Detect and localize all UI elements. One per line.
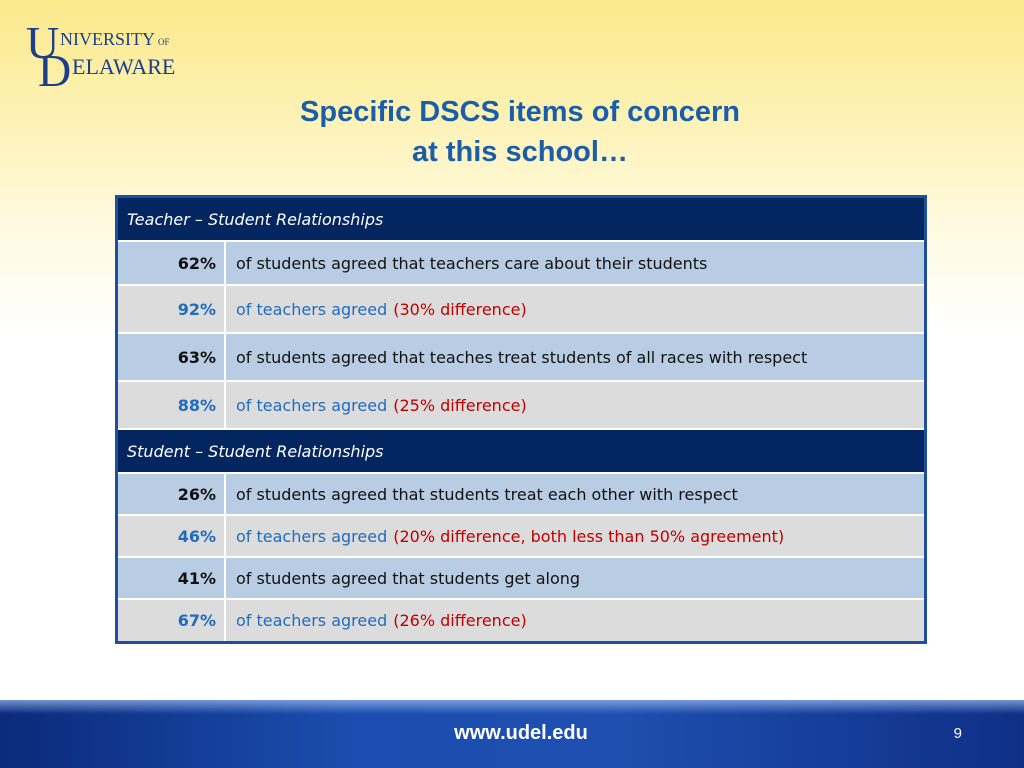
description-cell <box>226 558 924 598</box>
difference-note: (30% difference) <box>393 299 527 319</box>
description-cell <box>226 286 924 332</box>
table-row <box>118 558 924 600</box>
description-text: of students agreed that students treat each other with respect <box>236 484 738 504</box>
footer-url: www.udel.edu <box>454 722 588 744</box>
title-line-2: at this school… <box>412 136 628 168</box>
footer-bar <box>0 700 1024 768</box>
table-row <box>118 474 924 516</box>
description-text: of teachers agreed <box>236 395 388 415</box>
difference-note: (25% difference) <box>393 395 527 415</box>
logo-line-delaware: ELAWARE <box>72 54 176 79</box>
percent-cell: 46% <box>118 516 226 556</box>
description-cell <box>226 334 924 380</box>
description-text: of students agreed that teaches treat students of all races with respect <box>236 347 808 367</box>
section-header-teacher-student: Teacher – Student Relationships <box>118 198 924 242</box>
university-logo <box>26 18 186 88</box>
table-row <box>118 334 924 382</box>
description-text: of students agreed that students get along <box>236 568 581 588</box>
description-text: of teachers agreed <box>236 611 388 630</box>
percent-cell: 62% <box>118 242 226 284</box>
percent-cell: 63% <box>118 334 226 380</box>
description-cell <box>226 474 924 514</box>
title-line-1: Specific DSCS items of concern <box>300 96 740 128</box>
logo-line-university: NIVERSITY <box>60 29 155 49</box>
description-cell <box>226 242 924 284</box>
percent-cell: 88% <box>118 382 226 428</box>
percent-cell: 26% <box>118 474 226 514</box>
slide-title <box>0 92 1024 172</box>
table-row <box>118 600 924 641</box>
logo-of: OF <box>158 37 170 47</box>
percent-cell: 92% <box>118 286 226 332</box>
table-row <box>118 382 924 430</box>
description-text: of teachers agreed <box>236 526 388 546</box>
footer-highlight <box>0 700 1024 714</box>
table-row <box>118 516 924 558</box>
description-cell <box>226 600 924 641</box>
description-cell <box>226 516 924 556</box>
description-text: of teachers agreed <box>236 299 388 319</box>
percent-cell: 41% <box>118 558 226 598</box>
difference-note: (26% difference) <box>393 611 527 630</box>
percent-cell: 67% <box>118 600 226 641</box>
logo-letter-d: D <box>38 45 72 88</box>
difference-note: (20% difference, both less than 50% agreement) <box>393 526 785 546</box>
logo-letter-u: U <box>26 18 60 68</box>
description-cell <box>226 382 924 428</box>
description-text: of students agreed that teachers care about their students <box>236 253 708 273</box>
section-header-student-student: Student – Student Relationships <box>118 430 924 474</box>
concern-items-table <box>115 195 927 644</box>
page-number: 9 <box>953 725 962 742</box>
table-row <box>118 286 924 334</box>
table-row <box>118 242 924 286</box>
